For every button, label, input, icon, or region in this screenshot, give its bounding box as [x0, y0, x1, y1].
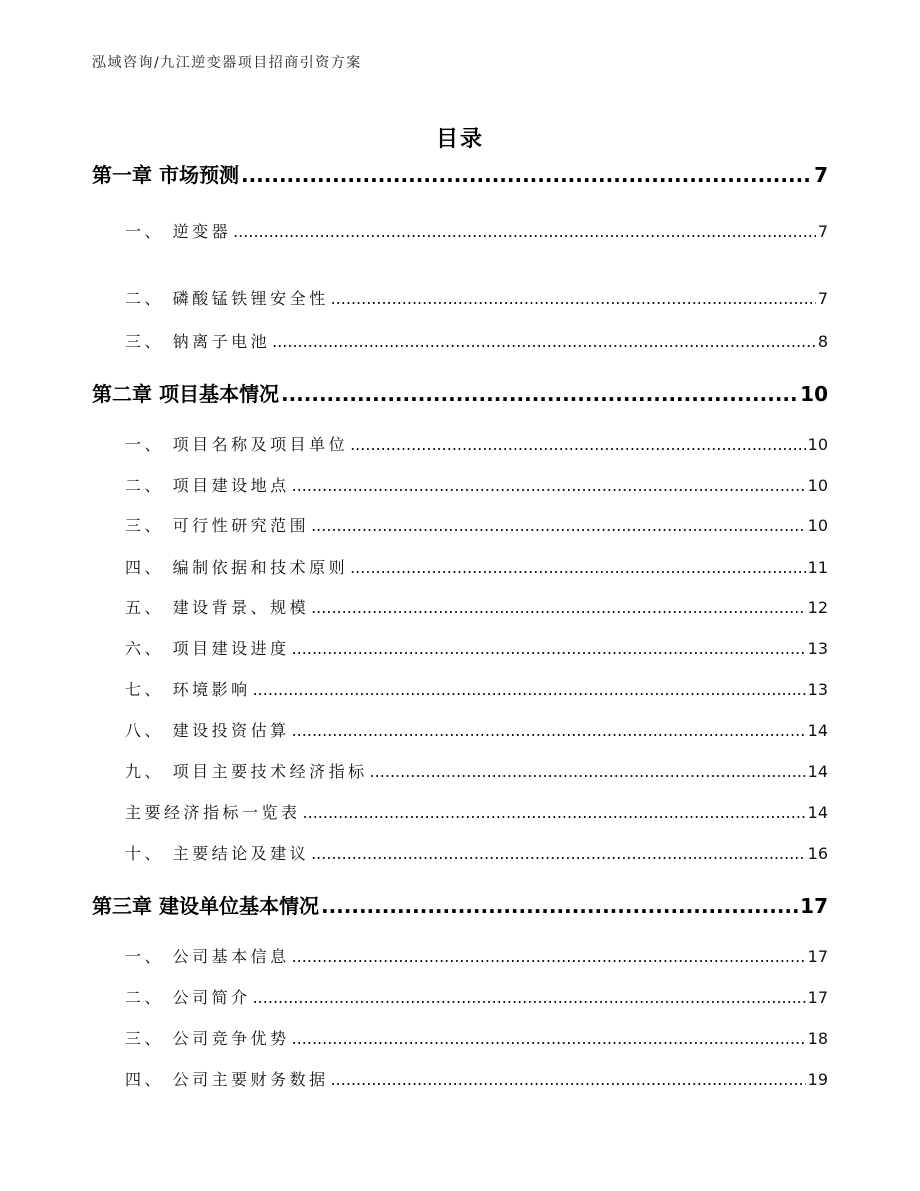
dot-leader: [311, 844, 806, 863]
toc-section-entry[interactable]: [125, 985, 828, 1008]
toc-section-entry[interactable]: [125, 800, 828, 823]
toc-section-entry[interactable]: [125, 219, 828, 242]
running-header: 泓域咨询/九江逆变器项目招商引资方案: [92, 55, 362, 71]
toc-chapter-entry[interactable]: [92, 890, 828, 919]
toc-page-number: 16: [807, 844, 828, 863]
toc-entry-title: 二、 项目建设地点: [125, 476, 290, 495]
toc-page-number: 14: [807, 762, 828, 781]
toc-entry-title: 一、 公司基本信息: [125, 947, 290, 966]
toc-page-number: 14: [807, 803, 828, 822]
toc-page-number: 14: [807, 721, 828, 740]
toc-entry-title: 一、 项目名称及项目单位: [125, 435, 349, 454]
toc-section-entry[interactable]: [125, 329, 828, 352]
toc-section-entry[interactable]: [125, 286, 828, 309]
dot-leader: [272, 332, 816, 351]
toc-entry-title: 第二章 项目基本情况: [92, 382, 279, 406]
toc-page-number: 7: [817, 222, 828, 241]
toc-chapter-entry[interactable]: [92, 378, 828, 407]
toc-page-number: 17: [807, 988, 828, 1007]
dot-leader: [331, 289, 816, 308]
toc-entry-title: 四、 公司主要财务数据: [125, 1070, 329, 1089]
toc-section-entry[interactable]: [125, 595, 828, 618]
toc-section-entry[interactable]: [125, 841, 828, 864]
toc-entry-title: 二、 磷酸锰铁锂安全性: [125, 289, 329, 308]
dot-leader: [292, 721, 806, 740]
toc-page-number: 17: [807, 947, 828, 966]
dot-leader: [233, 222, 816, 241]
toc-page-number: 11: [807, 558, 828, 577]
toc-entry-title: 七、 环境影响: [125, 680, 251, 699]
toc-section-entry[interactable]: [125, 513, 828, 536]
toc-section-entry[interactable]: [125, 718, 828, 741]
dot-leader: [292, 947, 806, 966]
toc-entry-title: 九、 项目主要技术经济指标: [125, 762, 368, 781]
toc-entry-title: 三、 公司竞争优势: [125, 1029, 290, 1048]
dot-leader: [331, 1070, 806, 1089]
toc-entry-title: 一、 逆变器: [125, 222, 232, 241]
toc-page-number: 7: [817, 289, 828, 308]
toc-entry-title: 四、 编制依据和技术原则: [125, 558, 349, 577]
dot-leader: [311, 598, 806, 617]
toc-entry-title: 第一章 市场预测: [92, 163, 239, 187]
toc-title: 目录: [435, 127, 484, 152]
toc-page-number: 10: [800, 382, 828, 406]
dot-leader: [321, 894, 798, 918]
toc-page-number: 17: [800, 894, 828, 918]
dot-leader: [370, 762, 806, 781]
dot-leader: [350, 558, 806, 577]
dot-leader: [292, 1029, 806, 1048]
toc-section-entry[interactable]: [125, 1026, 828, 1049]
toc-page-number: 10: [807, 476, 828, 495]
toc-entry-title: 六、 项目建设进度: [125, 639, 290, 658]
toc-section-entry[interactable]: [125, 677, 828, 700]
dot-leader: [292, 476, 806, 495]
dot-leader: [241, 163, 812, 187]
toc-entry-title: 三、 钠离子电池: [125, 332, 271, 351]
toc-page-number: 10: [807, 516, 828, 535]
dot-leader: [311, 516, 806, 535]
toc-entry-title: 三、 可行性研究范围: [125, 516, 310, 535]
dot-leader: [350, 435, 806, 454]
toc-page-number: 13: [807, 680, 828, 699]
dot-leader: [292, 639, 806, 658]
toc-chapter-entry[interactable]: [92, 159, 828, 188]
toc-page-number: 13: [807, 639, 828, 658]
toc-entry-title: 主要经济指标一览表: [125, 803, 301, 822]
toc-section-entry[interactable]: [125, 944, 828, 967]
toc-entry-title: 五、 建设背景、规模: [125, 598, 310, 617]
toc-section-entry[interactable]: [125, 432, 828, 455]
dot-leader: [281, 382, 798, 406]
toc-page-number: 12: [807, 598, 828, 617]
toc-entry-title: 第三章 建设单位基本情况: [92, 894, 319, 918]
toc-entry-title: 十、 主要结论及建议: [125, 844, 310, 863]
toc-section-entry[interactable]: [125, 473, 828, 496]
dot-leader: [303, 803, 806, 822]
toc-section-entry[interactable]: [125, 636, 828, 659]
toc-page-number: 19: [807, 1070, 828, 1089]
toc-entry-title: 二、 公司简介: [125, 988, 251, 1007]
toc-section-entry[interactable]: [125, 555, 828, 578]
toc-section-entry[interactable]: [125, 1067, 828, 1090]
toc-section-entry[interactable]: [125, 759, 828, 782]
dot-leader: [253, 680, 806, 699]
toc-page-number: 10: [807, 435, 828, 454]
dot-leader: [253, 988, 806, 1007]
toc-entry-title: 八、 建设投资估算: [125, 721, 290, 740]
toc-page-number: 7: [814, 163, 828, 187]
toc-page-number: 8: [817, 332, 828, 351]
toc-page-number: 18: [807, 1029, 828, 1048]
